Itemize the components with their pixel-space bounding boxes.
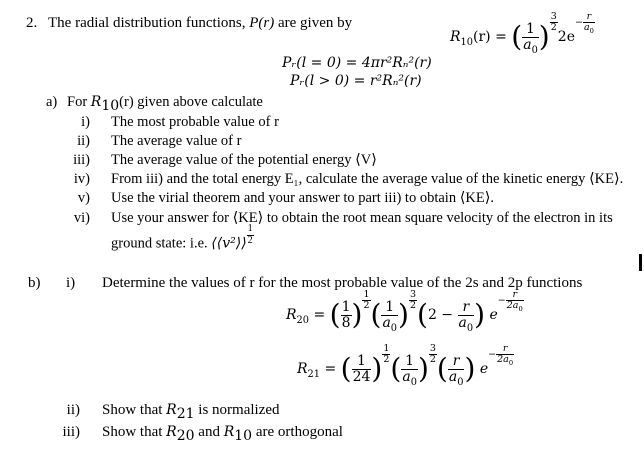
r20-equation: $R_{20}$ = ( $\frac{1}{8}$ ) $\frac{1}{2}$ ( $\frac{1}{a_0}$ ) $\frac{3}{2}$ (2 − $\frac{r}{a_0}$ ) e− $\frac{r}{2a_0}$ [286,289,523,334]
r10-frac: $\frac{1}{a_0}$ [523,21,538,56]
a-item-6-text: Use your answer for ⟨KE⟩ to obtain the root mean square velocity of the electron in its [111,210,613,226]
a-item-3-text: The average value of the potential energy ⟨V⟩ [111,152,377,168]
part-a-label: a) [46,94,58,110]
a-item-3-num: iii) [73,152,90,168]
p-equation-2: Pᵣ(l > 0) = r²Rₙ²(r) [290,73,422,89]
r21-equation: $R_{21}$ = ( $\frac{1}{24}$ ) $\frac{1}{2}$ ( $\frac{1}{a_0}$ ) $\frac{3}{2}$ ( $\frac{r}{a_0}$ ) e− $\frac{r}{2a_0}$ [297,343,514,388]
intro-Pr: P(r) [249,15,275,31]
a-item-1-num: i) [81,114,90,130]
part-a-intro: For $R_{10}(r)$ given above calculate [67,94,263,114]
intro-text-2: are given by [274,15,353,31]
r10-arg: (r) = [473,29,512,46]
b-item-3-text: Show that $R_{20}$ and $R_{10}$ are orthogonal [102,424,343,444]
r10-lhs-sub: 10 [460,36,474,48]
b-item-1-num: i) [66,275,76,291]
b-item-3-num: iii) [62,424,80,440]
text-cursor [639,254,642,271]
a-item-4-text: From iii) and the total energy E₁, calculate the average value of the kinetic energy ⟨KE⟩. [111,171,624,187]
p-equation-1: Pᵣ(l = 0) = 4πr²Rₙ²(r) [282,55,432,71]
part-b-label: b) [28,275,41,291]
b-item-2-text: Show that $R_{21}$ is normalized [102,402,280,422]
b-item-2-num: ii) [66,402,80,418]
a-item-4-num: iv) [73,171,90,187]
intro-text-1: The radial distribution functions, [48,15,250,31]
r10-coef: 2e [557,29,575,46]
r10-exponent: − $\frac{r}{a_0}$ [574,11,594,36]
r10-power: $\frac{3}{2}$ [550,11,557,34]
r10-equation: $R_{10}(r)$ = ( $\frac{1}{a_0}$ ) $\frac{3}{2}$ 2e− $\frac{r}{a_0}$ [450,11,594,56]
a-item-1-text: The most probable value of r [111,114,279,130]
a-item-5-num: v) [77,190,90,206]
a-item-6-continuation: ground state: i.e. ⟨⟨v²⟩⟩ $\frac{1}{2}$ [111,223,253,252]
a-item-2-text: The average value of r [111,133,242,149]
a-item-5-text: Use the virial theorem and your answer to part iii) to obtain ⟨KE⟩. [111,190,494,206]
a-item-2-num: ii) [77,133,90,149]
b-item-1-text: Determine the values of r for the most probable value of the 2s and 2p functions [102,275,583,291]
question-intro [48,16,352,31]
a-item-6-num: vi) [73,210,90,226]
r10-lhs: R [450,29,461,46]
question-number: 2. [26,15,38,31]
